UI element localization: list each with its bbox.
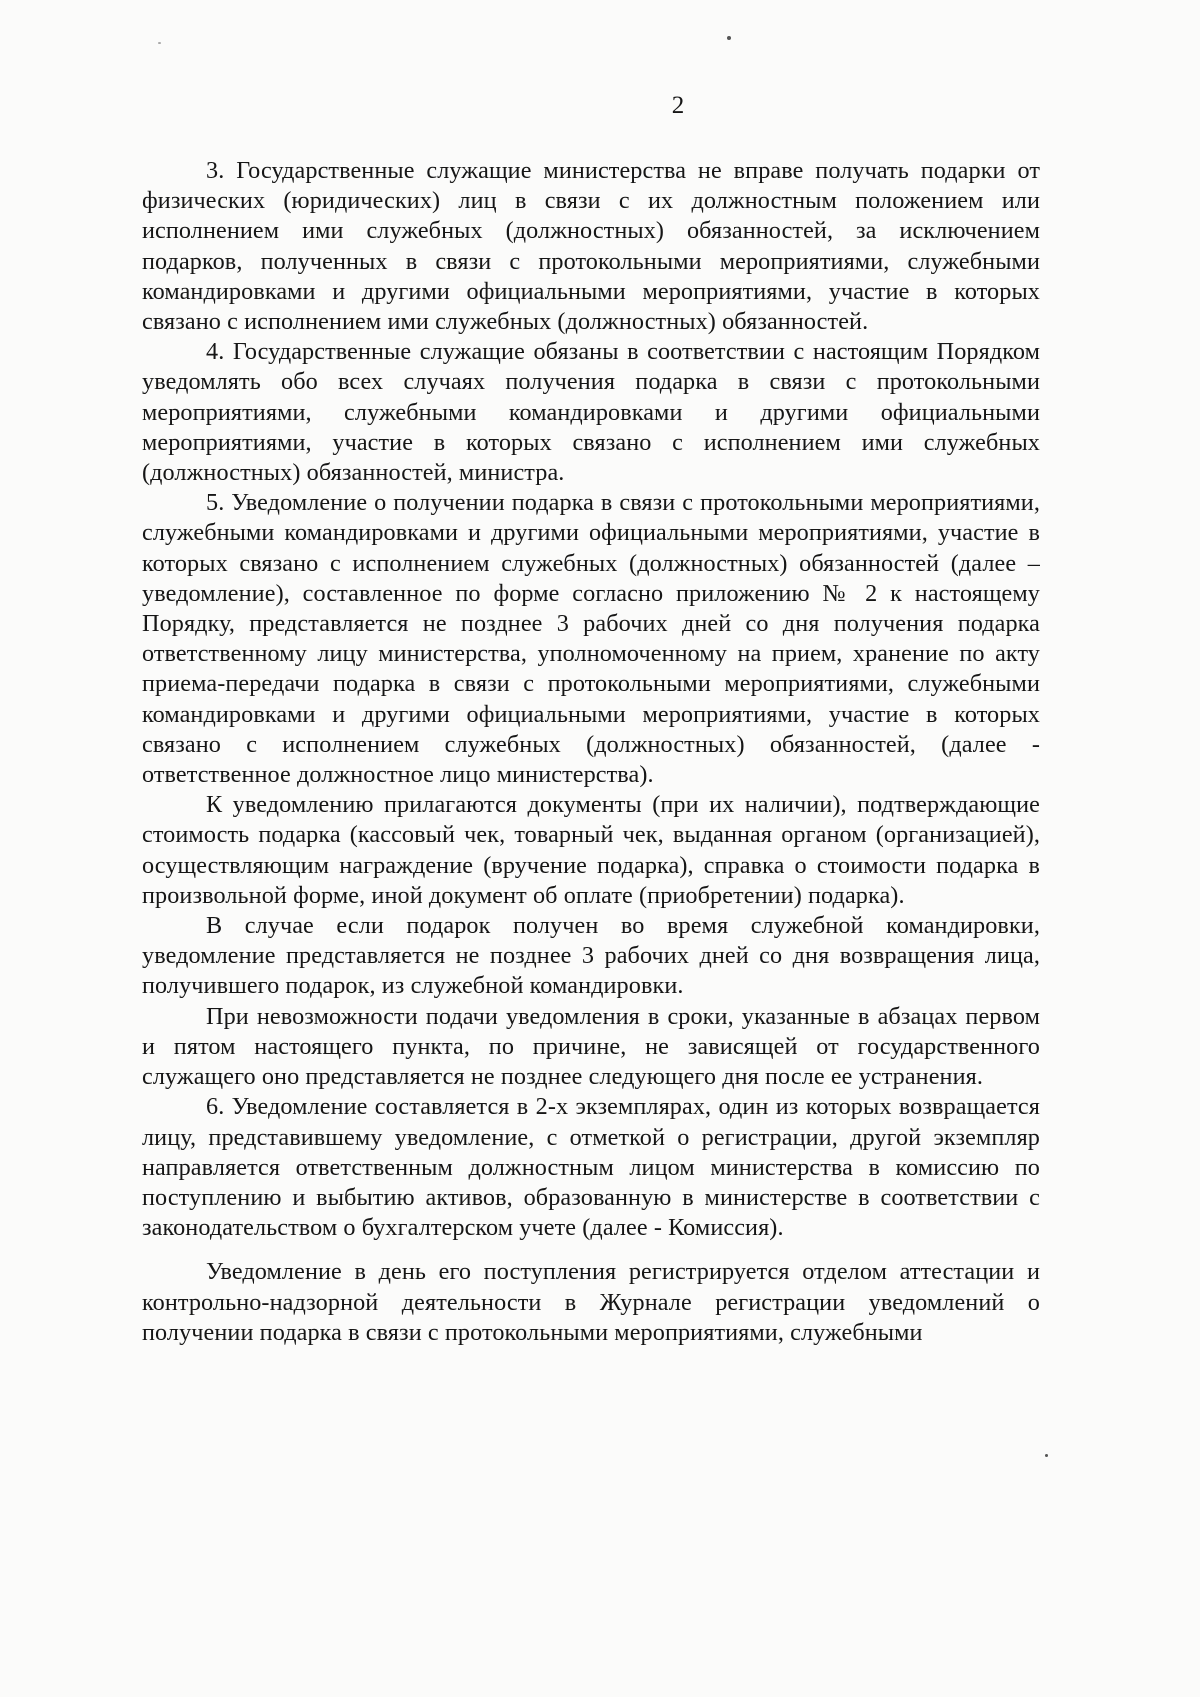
paragraph-5-attachments: К уведомлению прилагаются документы (при их наличии), подтверждающие стоимость подарка (кассовый чек, товарный чек, выданная органом (организацией), осуществляющим награждение (вручение подарка), справка о стоимости подарка в произвольной форме, иной документ об оплате (приобретении) подарка). xyxy=(142,791,1040,909)
paragraph-6: 6. Уведомление составляется в 2-х экземплярах, один из которых возвращается лицу, представившему уведомление, с отметкой о регистрации, другой экземпляр направляется ответственным должностным лицом министерства в комиссию по поступлению и выбытию активов, образованную в министерстве в соответствии с законодательством о бухгалтерском учете (далее - Комиссия). xyxy=(142,1093,1040,1242)
paragraph-5-impossibility: При невозможности подачи уведомления в сроки, указанные в абзацах первом и пятом настоящего пункта, по причине, не зависящей от государственного служащего оно представляется не позднее следующего дня после ее устранения. xyxy=(142,1002,1040,1091)
paragraph-5: 5. Уведомление о получении подарка в связи с протокольными мероприятиями, служебными командировками и другими официальными мероприятиями, участие в которых связано с исполнением служебных (должностных) обязанностей (далее – уведомление), составленное по форме согласно приложению № 2 к настоящему Порядку, представляется не позднее 3 рабочих дней со дня получения подарка ответственному лицу министерства, уполномоченному на прием, хранение по акту приема-передачи подарка в связи с протокольными мероприятиями, служебными командировками и другими официальными мероприятиями, участие в которых связано с исполнением служебных (должностных) обязанностей, (далее - ответственное должностное лицо министерства). xyxy=(142,489,1040,789)
document-body xyxy=(142,156,1040,1348)
paragraph-4: 4. Государственные служащие обязаны в соответствии с настоящим Порядком уведомлять обо всех случаях получения подарка в связи с протокольными мероприятиями, служебными командировками и другими официальными мероприятиями, участие в которых связано с исполнением ими служебных (должностных) обязанностей, министра. xyxy=(142,338,1040,487)
scan-speck xyxy=(158,42,161,44)
paragraph-5-business-trip: В случае если подарок получен во время служебной командировки, уведомление представляется не позднее 3 рабочих дней со дня возвращения лица, получившего подарок, из служебной командировки. xyxy=(142,912,1040,1000)
page-number: 2 xyxy=(671,92,685,119)
scan-speck xyxy=(1045,1454,1048,1457)
scan-speck xyxy=(727,36,731,40)
paragraph-6-registration: Уведомление в день его поступления регистрируется отделом аттестации и контрольно-надзорной деятельности в Журнале регистрации уведомлений о получении подарка в связи с протокольными мероприятиями, служебными xyxy=(142,1258,1040,1346)
paragraph-3: 3. Государственные служащие министерства не вправе получать подарки от физических (юридических) лиц в связи с их должностным положением или исполнением ими служебных (должностных) обязанностей, за исключением подарков, полученных в связи с протокольными мероприятиями, служебными командировками и другими официальными мероприятиями, участие в которых связано с исполнением ими служебных (должностных) обязанностей. xyxy=(142,157,1040,336)
